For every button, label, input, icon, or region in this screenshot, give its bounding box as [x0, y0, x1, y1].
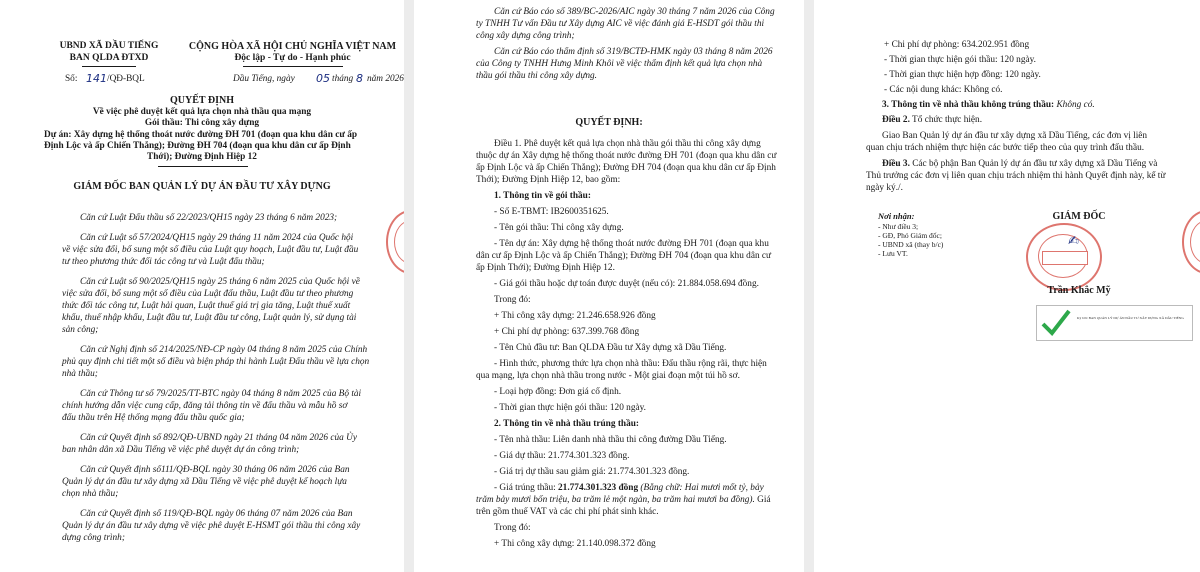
legal-basis-line: ty TNHH Tư vấn Đầu tư Xây dựng AIC về việc đánh giá E-HSDT gói thầu thi [476, 19, 765, 29]
checkmark-icon [1041, 308, 1071, 336]
package-info-line: + Thi công xây dựng: 21.246.658.926 đồng [494, 311, 656, 321]
package-info-line: + Chi phí dự phòng: 637.399.768 đồng [494, 327, 640, 337]
package-info-line: - Các nội dung khác: Không có. [884, 85, 1003, 95]
award-breakdown-line: Trong đó: [494, 523, 531, 533]
award-breakdown-line: + Thi công xây dựng: 21.140.098.372 đồng [494, 539, 656, 549]
article-2-body: quan chịu trách nhiệm thực hiện các bước tiếp theo của quy trình đấu thầu. [866, 143, 1145, 153]
award-label: - Giá trúng thầu: [494, 483, 559, 493]
award-words-line [476, 495, 771, 507]
legal-basis-line: Quản lý dự án đầu tư xây dựng xã Dầu Tiếng về việc phê duyệt kế hoạch lựa [62, 477, 347, 487]
legal-basis-line: Căn cứ Luật số 57/2024/QH15 ngày 29 tháng 11 năm 2024 của Quốc hội [80, 233, 354, 243]
legal-basis-line: Căn cứ Luật số 90/2025/QH15 ngày 25 tháng 6 năm 2025 của Quốc hội về [80, 277, 360, 287]
article-1-line: Thới); Đường Định Hiệp 12, bao gồm: [476, 175, 621, 185]
digital-signature-text: Ký bởi: BAN QUẢN LÝ DỰ ÁN ĐẦU TƯ XÂY DỰNG XÃ DẦU TIẾNG [1077, 316, 1184, 320]
subject-package: Gói thầu: Thi công xây dựng [144, 118, 260, 128]
agency-name: UBND XÃ DẦU TIẾNG [59, 41, 159, 51]
legal-basis-line: Căn cứ Nghị định số 214/2025/NĐ-CP ngày 04 tháng 8 năm 2025 của Chính [80, 345, 368, 355]
legal-basis-line: nhà thầu; [62, 369, 98, 379]
recipient-item: - GĐ, Phó Giám đốc; [878, 231, 942, 240]
article-3-body: Thủ trưởng các đơn vị liên quan chịu trách nhiệm thi hành Quyết định này, kể từ [866, 171, 1166, 181]
doc-date-day: 05 [316, 72, 330, 85]
legal-basis-line: ban nhân dân xã Dầu Tiếng về việc phê duyệt dự án công trình; [62, 445, 300, 455]
agency-sub: BAN QLDA ĐTXD [69, 53, 149, 63]
subject-line: Về việc phê duyệt kết quả lựa chọn nhà thầu qua mạng [92, 107, 312, 117]
recipient-item: - UBND xã (thay b/c) [878, 240, 944, 249]
legal-basis-line: về việc sửa đổi, bổ sung một số điều của Luật quy hoạch, Luật đầu tư, Luật đầu [62, 245, 359, 255]
article-1-line: thuộc dự án Xây dựng hệ thống thoát nước đường ĐH 701 (đoạn qua khu dân cư [476, 151, 777, 161]
divider [243, 66, 343, 67]
award-price-line [494, 483, 764, 495]
package-info-line: Trong đó: [494, 295, 531, 305]
section-1-heading: 1. Thông tin về gói thầu: [494, 191, 591, 201]
page-gap [804, 0, 814, 572]
legal-basis-line: công xây dựng công trình; [476, 31, 575, 41]
legal-basis-line: đấu thầu trên Hệ thống mạng đấu thầu quốc gia; [62, 413, 245, 423]
package-info-line: dân cư ấp Định Lộc và ấp Chiến Thắng); Đường ĐH 704 (đoạn qua khu dân cư [476, 251, 772, 261]
article-3-label: Điều 3. [882, 159, 910, 169]
article-3-line [882, 159, 1157, 171]
package-info-line: - Thời gian thực hiện hợp đồng: 120 ngày. [884, 70, 1041, 80]
signer-name: Trần Khắc Mỹ [1047, 285, 1111, 296]
legal-basis-line: Căn cứ Quyết định số111/QĐ-BQL ngày 30 tháng 06 năm 2026 của Ban [80, 465, 350, 475]
article-2-label: Điều 2. [882, 115, 910, 125]
section-3-heading: 3. Thông tin về nhà thầu không trúng thầu: [882, 100, 1055, 110]
package-info-line: - Hình thức, phương thức lựa chọn nhà thầu: Đấu thầu rộng rãi, thực hiện [494, 359, 767, 369]
signature-icon: ✍ [1068, 234, 1079, 249]
recipients-title: Nơi nhận: [878, 211, 915, 221]
legal-basis-line: Căn cứ Quyết định số 119/QĐ-BQL ngày 06 tháng 07 năm 2026 của Ban [80, 509, 353, 519]
legal-basis-line: sản công; [62, 325, 99, 335]
decision-heading: QUYẾT ĐỊNH: [575, 117, 643, 128]
legal-basis-line: khẩu, thuế nhập khẩu, Luật đầu tư, Luật đầu tư công, Luật quản lý, sử dụng tài [62, 313, 357, 323]
package-info-line: qua mạng, lựa chọn nhà thầu trong nước - Một giai đoạn một túi hồ sơ. [476, 371, 740, 381]
article-3-body: ngày ký./. [866, 183, 903, 193]
winner-info-line: - Giá trị dự thầu sau giảm giá: 21.774.301.323 đồng. [494, 467, 690, 477]
legal-basis-line: việc sửa đổi, bổ sung một số điều của Luật đấu thầu, Luật đầu tư theo phương [62, 289, 354, 299]
winner-info-line: - Giá dự thầu: 21.774.301.323 đồng. [494, 451, 630, 461]
divider [82, 66, 136, 67]
document-page-1 [0, 0, 404, 572]
subject-project: Dự án: Xây dựng hệ thống thoát nước đường ĐH 701 (đoạn qua khu dân cư ấp [44, 130, 358, 140]
digital-signature-box [1036, 305, 1193, 341]
doc-number-handwritten: 141 [86, 72, 107, 85]
divider [158, 166, 248, 167]
legal-basis-line: Căn cứ Quyết định số 892/QĐ-UBND ngày 21 tháng 04 năm 2026 của Ủy [80, 433, 357, 443]
award-note-line: trên gồm thuế VAT và các chi phí phát sinh khác. [476, 507, 659, 517]
subject-project: Định Lộc và ấp Chiến Thắng); Đường ĐH 704 (đoạn qua khu dân cư ấp Định [44, 141, 351, 151]
package-info-line: + Chi phí dự phòng: 634.202.951 đồng [884, 40, 1030, 50]
package-info-line: - Tên gói thầu: Thi công xây dựng. [494, 223, 624, 233]
page-gap [404, 0, 414, 572]
package-info-line: - Thời gian thực hiện gói thầu: 120 ngày. [884, 55, 1036, 65]
legal-basis-line: của Công ty TNHH Hưng Minh Khôi về việc thẩm định kết quả lựa chọn nhà [476, 59, 763, 69]
legal-basis-line: tư theo phương thức đối tác công tư và Luật đấu thầu; [62, 257, 265, 267]
subject-project: Thới); Đường Định Hiệp 12 [147, 152, 257, 162]
award-note: Giá [754, 495, 771, 505]
national-motto: Độc lập - Tự do - Hạnh phúc [234, 53, 351, 63]
package-info-line: ấp Định Thới); Đường Định Hiệp 12. [476, 263, 615, 273]
section-2-heading: 2. Thông tin về nhà thầu trúng thầu: [494, 419, 640, 429]
doc-date-mid: tháng [332, 74, 354, 84]
legal-basis-line: Căn cứ Báo cáo thẩm định số 319/BCTĐ-HMK ngày 03 tháng 8 năm 2026 [494, 47, 773, 57]
section-3-line [882, 100, 1095, 112]
document-page-2 [414, 0, 804, 572]
doc-date-year: năm 2026 [367, 74, 404, 84]
document-page-3 [814, 0, 1200, 572]
award-words: trăm bảy mươi bốn triệu, ba trăm lẻ một ngàn, ba trăm hai mươi ba đồng). [476, 495, 755, 505]
doc-date-month: 8 [356, 72, 363, 85]
recipient-item: - Như điều 3; [878, 222, 919, 231]
package-info-line: - Số E-TBMT: IB2600351625. [494, 207, 609, 217]
issuing-authority: GIÁM ĐỐC BAN QUẢN LÝ DỰ ÁN ĐẦU TƯ XÂY DỰNG [73, 181, 331, 192]
official-stamp-icon [386, 210, 404, 274]
doc-number-suffix: /QĐ-BQL [107, 74, 145, 84]
winner-info-line: - Tên nhà thầu: Liên danh nhà thầu thi công đường Dầu Tiếng. [494, 435, 727, 445]
legal-basis-line: phủ quy định chi tiết một số điều và biện pháp thi hành Luật Đấu thầu về lựa chọn [62, 357, 370, 367]
article-3-text: Các bộ phận Ban Quản lý dự án đầu tư xây dựng xã Dầu Tiếng và [909, 159, 1158, 169]
legal-basis-line: Căn cứ Thông tư số 79/2025/TT-BTC ngày 04 tháng 8 năm 2025 của Bộ tài [80, 389, 362, 399]
article-2-text: Tổ chức thực hiện. [909, 115, 983, 125]
doc-date-prefix: Dầu Tiếng, ngày [233, 74, 295, 84]
award-words: (Bằng chữ: Hai mươi mốt tỷ, bảy [638, 483, 764, 493]
package-info-line: - Thời gian thực hiện gói thầu: 120 ngày. [494, 403, 646, 413]
section-3-value: Không có. [1054, 100, 1095, 110]
article-1-line: ấp Định Lộc và ấp Chiến Thắng); Đường ĐH 704 (đoạn qua khu dân cư ấp Định [476, 163, 776, 173]
article-2-body: Giao Ban Quản lý dự án đầu tư xây dựng xã Dầu Tiếng, các đơn vị liên [882, 131, 1148, 141]
legal-basis-line: chọn nhà thầu; [62, 489, 119, 499]
package-info-line: - Loại hợp đồng: Đơn giá cố định. [494, 387, 622, 397]
legal-basis-line: chính hướng dẫn việc cung cấp, đăng tải thông tin về đấu thầu và mẫu hồ sơ [62, 401, 348, 411]
article-1-line: Điều 1. Phê duyệt kết quả lựa chọn nhà thầu gói thầu thi công xây dựng [494, 139, 761, 149]
award-value: 21.774.301.323 đồng [558, 483, 639, 493]
signer-title: GIÁM ĐỐC [1052, 211, 1106, 222]
legal-basis-line: Quản lý dự án đầu tư xây dựng về việc phê duyệt E-HSMT gói thầu thi công xây [62, 521, 361, 531]
package-info-line: - Tên dự án: Xây dựng hệ thống thoát nước đường ĐH 701 (đoạn qua khu [494, 239, 769, 249]
official-stamp-icon [1026, 223, 1102, 291]
legal-basis-line: Căn cứ Báo cáo số 389/BC-2026/AIC ngày 30 tháng 7 năm 2026 của Công [494, 7, 775, 17]
legal-basis-line: Căn cứ Luật Đấu thầu số 22/2023/QH15 ngày 23 tháng 6 năm 2023; [80, 213, 338, 223]
legal-basis-line: dựng công trình; [62, 533, 125, 543]
doc-number-label: Số: [65, 74, 78, 84]
legal-basis-line: thức đối tác công tư, Luật hải quan, Luật thuế giá trị gia tăng, Luật thuế xuất [62, 301, 351, 311]
package-info-line: - Giá gói thầu hoặc dự toán được duyệt (nếu có): 21.884.058.694 đồng. [494, 279, 759, 289]
package-info-line: - Tên Chủ đầu tư: Ban QLDA Đầu tư Xây dựng xã Dầu Tiếng. [494, 343, 727, 353]
article-2-line [882, 115, 982, 127]
legal-basis-line: thầu gói thầu thi công xây dựng. [476, 71, 598, 81]
recipient-item: - Lưu VT. [878, 249, 908, 258]
doc-title: QUYẾT ĐỊNH [170, 95, 234, 106]
official-stamp-icon [1182, 210, 1200, 274]
nation-name: CỘNG HÒA XÃ HỘI CHỦ NGHĨA VIỆT NAM [188, 41, 397, 52]
